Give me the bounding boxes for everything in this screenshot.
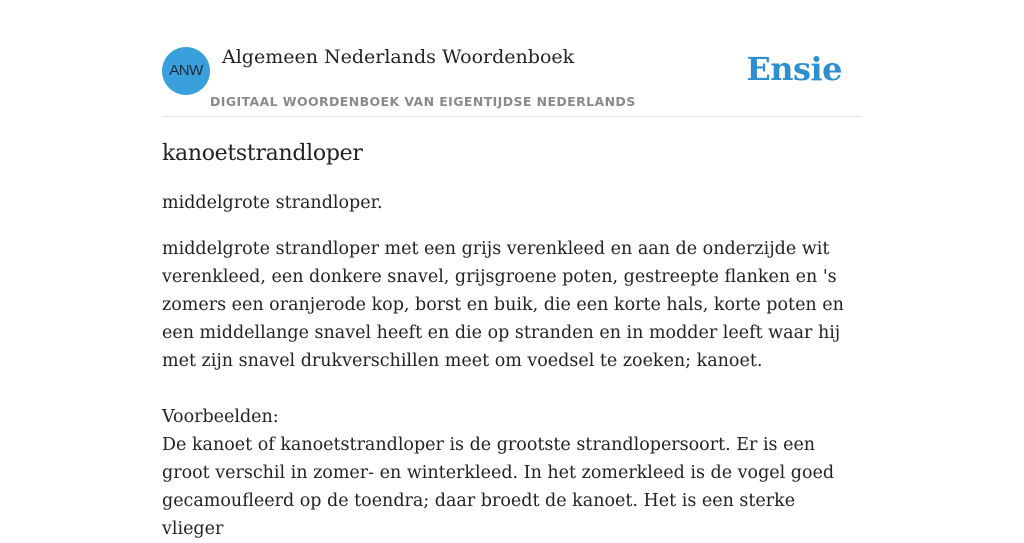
entry-headword: kanoetstrandloper xyxy=(162,141,363,166)
ensie-brand-logo[interactable]: Ensie xyxy=(746,50,842,88)
short-definition: middelgrote strandloper. xyxy=(162,193,383,213)
site-subtitle: DIGITAAL WOORDENBOEK VAN EIGENTIJDSE NEDERLANDS xyxy=(210,94,636,109)
long-definition: middelgrote strandloper met een grijs verenkleed en aan de onderzijde wit verenkleed, een donkere snavel, grijsgroene poten, gestreepte flanken en 's zomers een oranjerode kop, borst en buik, die een korte hals, korte poten en een middellange snavel heeft en die op stranden en in modder leeft waar hij met zijn snavel drukverschillen meet om voedsel te zoeken; kanoet. xyxy=(162,239,844,371)
anw-logo[interactable]: ANW xyxy=(162,47,210,95)
example-text: De kanoet of kanoetstrandloper is de grootste strandlopersoort. Er is een groot verschil in zomer- en winterkleed. In het zomerkleed is de vogel goed gecamoufleerd op de toendra; daar broedt de kanoet. Het is een sterke vlieger xyxy=(162,435,835,539)
examples-label: Voorbeelden: xyxy=(162,407,279,427)
site-header xyxy=(162,0,862,117)
site-title[interactable]: Algemeen Nederlands Woordenboek xyxy=(222,46,575,68)
entry-content xyxy=(162,138,862,543)
